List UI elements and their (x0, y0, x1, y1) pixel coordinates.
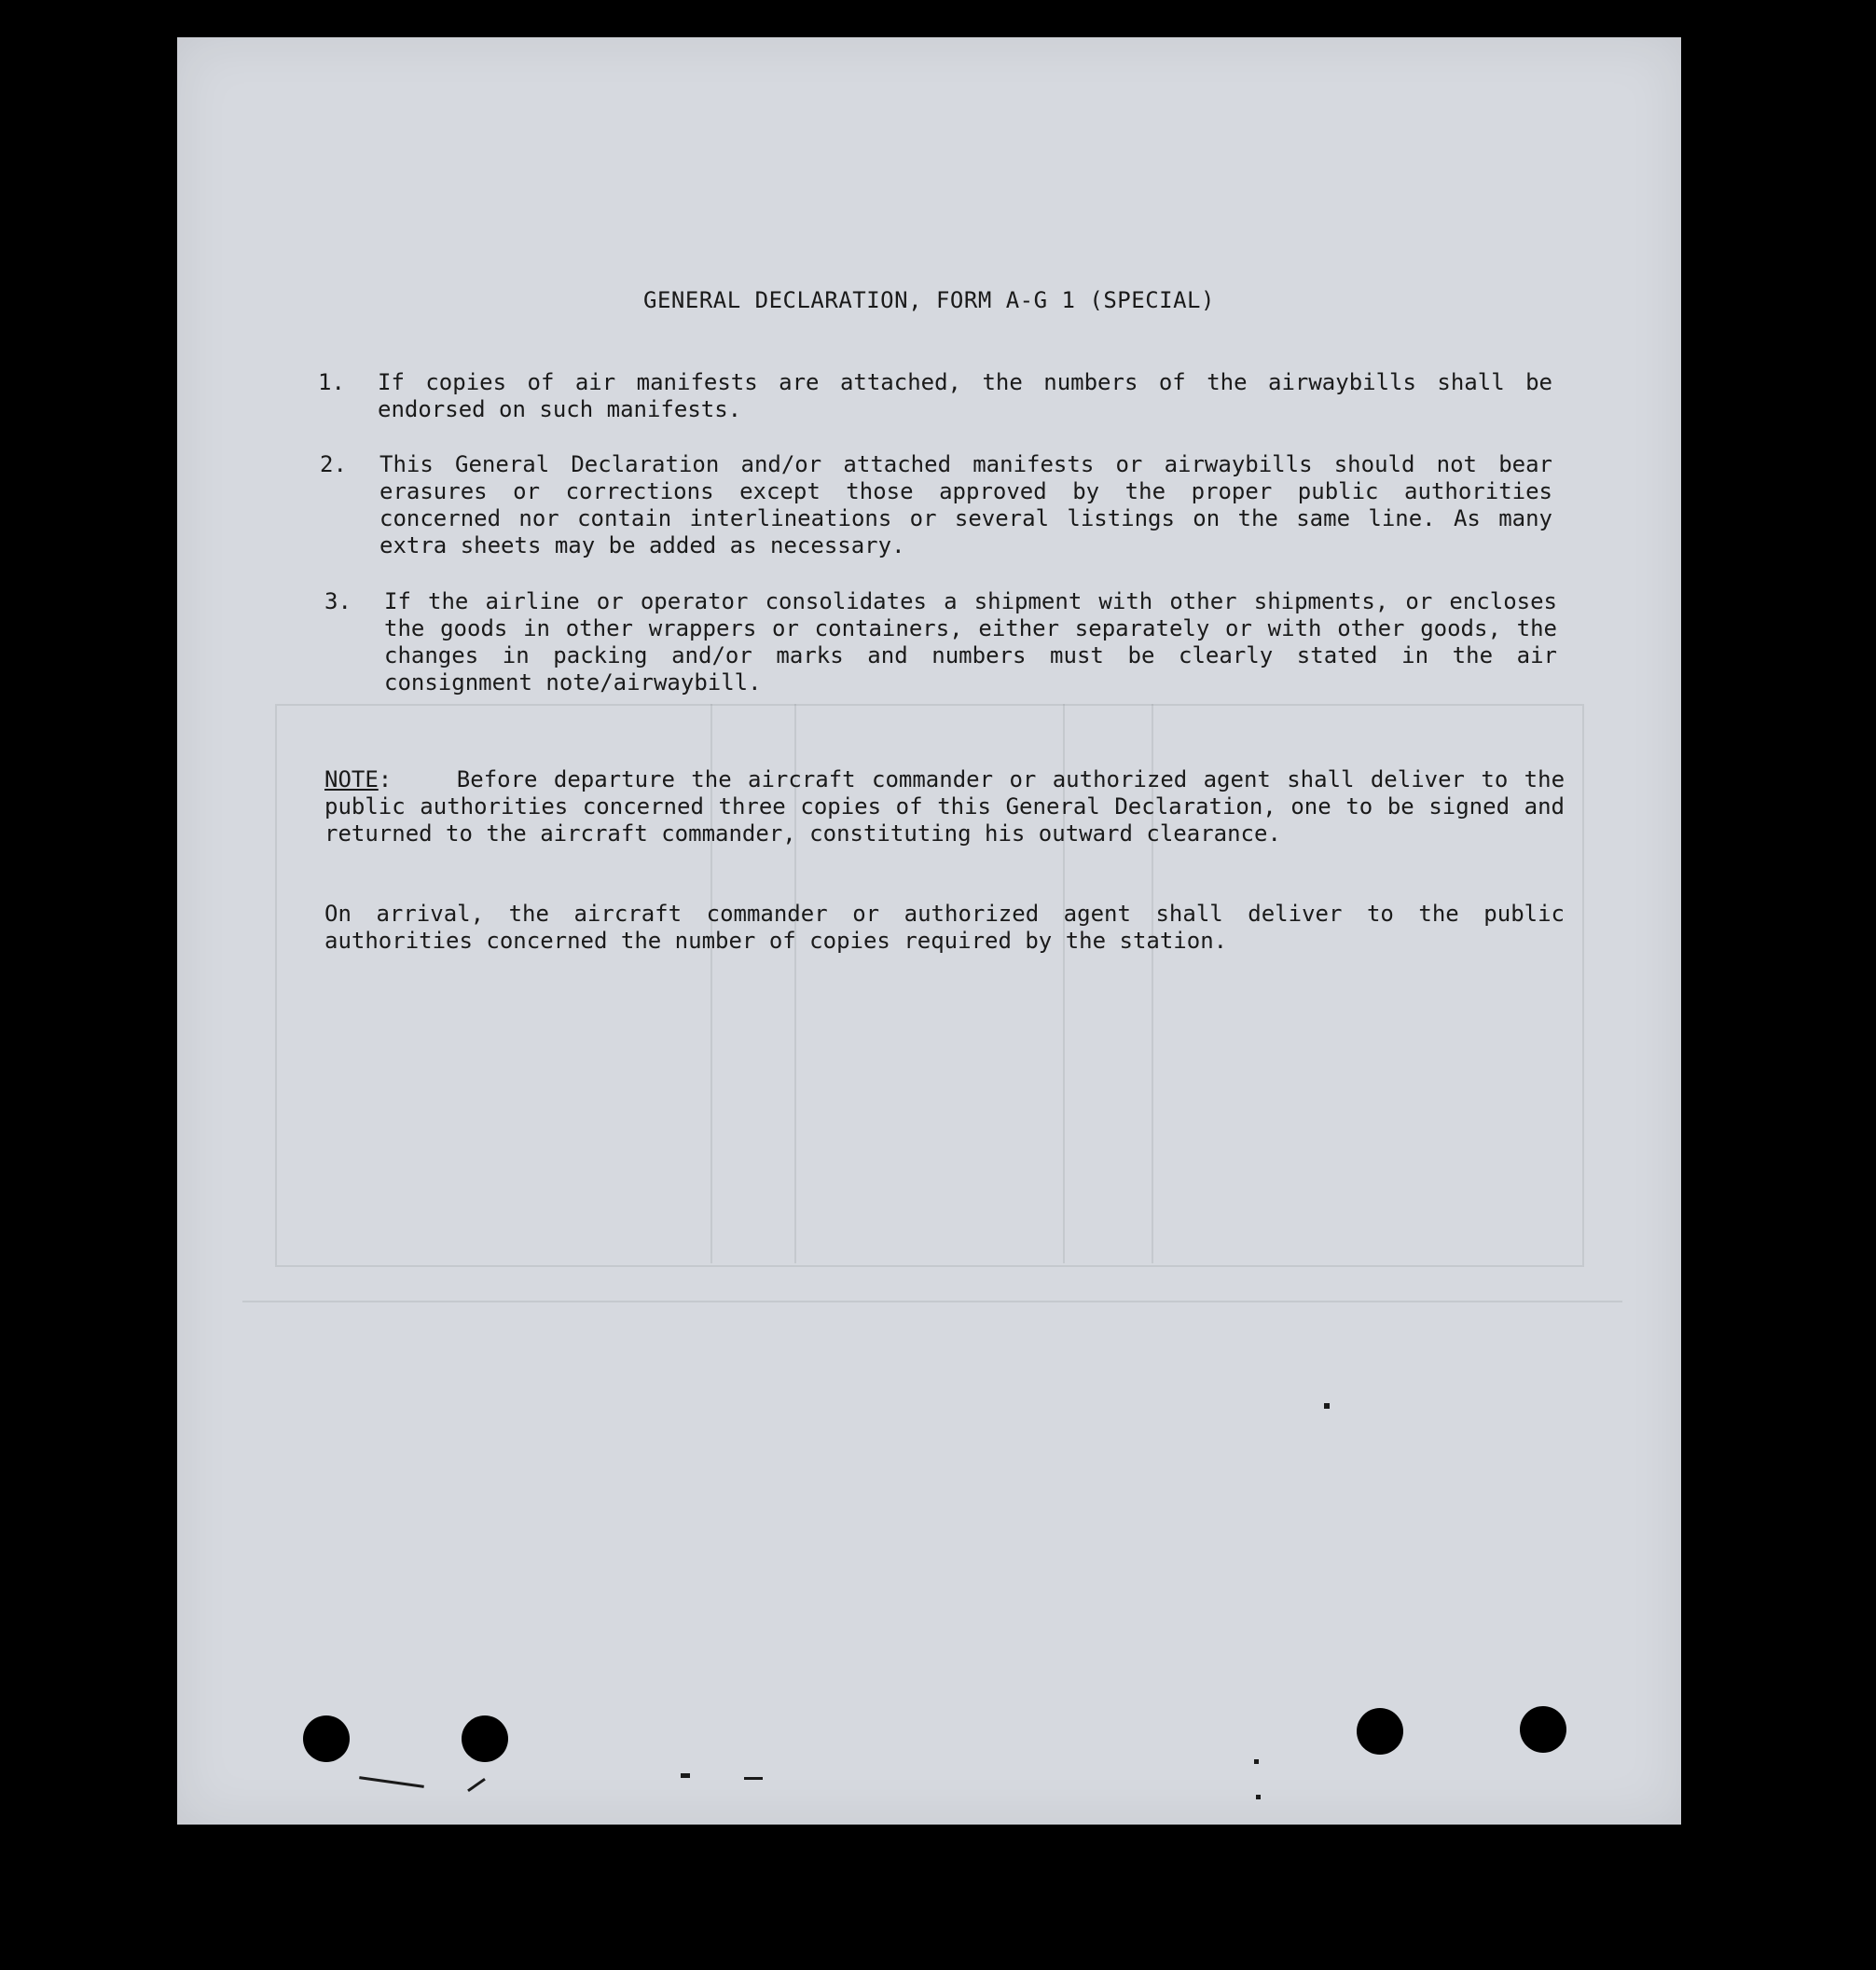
arrival-paragraph: On arrival, the aircraft commander or authorized agent shall deliver to the public authorities concerned the number of copies required by the station. (324, 901, 1565, 954)
note-colon: : (378, 766, 393, 792)
punch-hole (1520, 1706, 1566, 1753)
item-text: If copies of air manifests are attached, the numbers of the airwaybills shall be endorsed on such manifests. (378, 369, 1552, 422)
punch-hole (462, 1715, 508, 1762)
note-label: NOTE (324, 766, 379, 792)
item-text: If the airline or operator consolidates a shipment with other shipments, or encloses the goods in other wrappers or containers, either separately or with other goods, the changes in packing and/or marks and numbers must be clearly stated in the air consignment note/airwaybill. (384, 588, 1557, 696)
paper-mark (744, 1777, 763, 1780)
document-page (177, 37, 1681, 1825)
instruction-item-1 (318, 369, 1552, 423)
note-text: Before departure the aircraft commander or authorized agent shall deliver to the public authorities concerned three copies of this General Declaration, one to be signed and returned to the aircraft commander, constituting his outward clearance. (324, 766, 1566, 847)
punch-hole (303, 1715, 350, 1762)
item-number: 3. (324, 588, 352, 614)
item-text: This General Declaration and/or attached manifests or airwaybills should not bear erasures or corrections except those approved by the proper public authorities concerned nor contain interlineations or several listings on the same line. As many extra sheets may be added as necessary. (379, 451, 1552, 558)
bleed-through-line (242, 1301, 1622, 1302)
item-number: 1. (318, 369, 345, 395)
note-paragraph (324, 766, 1565, 847)
paper-mark (681, 1773, 690, 1778)
item-number: 2. (320, 451, 347, 477)
paper-mark (1254, 1759, 1259, 1764)
instruction-item-3 (324, 588, 1557, 696)
document-title: GENERAL DECLARATION, FORM A-G 1 (SPECIAL) (643, 287, 1215, 313)
paper-mark (359, 1776, 424, 1788)
punch-hole (1357, 1708, 1403, 1755)
paper-mark (467, 1778, 486, 1792)
paper-mark (1324, 1403, 1330, 1409)
instruction-item-2 (320, 451, 1552, 559)
paper-mark (1256, 1795, 1261, 1799)
